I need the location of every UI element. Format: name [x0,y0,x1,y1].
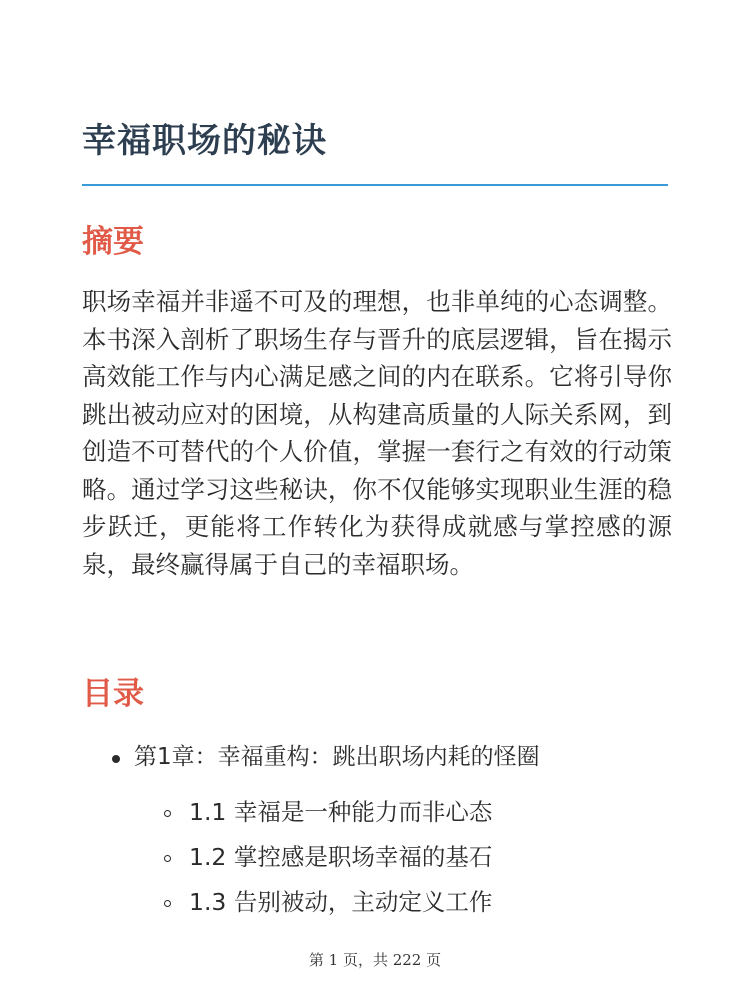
title-divider [82,184,668,186]
toc-section-1-2[interactable]: 1.2 掌控感是职场幸福的基石 [189,843,493,871]
page-number-footer: 第 1 页，共 222 页 [308,951,442,969]
toc-chapter-1[interactable]: 第1章：幸福重构：跳出职场内耗的怪圈 [134,744,540,770]
bullet-dot-icon [112,755,120,763]
book-title: 幸福职场的秘诀 [82,121,327,161]
toc-section-1-1[interactable]: 1.1 幸福是一种能力而非心态 [189,798,493,826]
bullet-circle-icon [164,900,171,907]
bullet-circle-icon [164,855,171,862]
toc-heading: 目录 [82,676,144,712]
toc-section-1-3[interactable]: 1.3 告别被动，主动定义工作 [189,888,493,916]
abstract-paragraph: 职场幸福并非遥不可及的理想，也非单纯的心态调整。本书深入剖析了职场生存与晋升的底层逻辑，旨在揭示高效能工作与内心满足感之间的内在联系。它将引导你跳出被动应对的困境，从构建高质量的人际关系网，到创造不可替代的个人价值，掌握一套行之有效的行动策略。通过学习这些秘诀，你不仅能够实现职业生涯的稳步跃迁，更能将工作转化为获得成就感与掌控感的源泉，最终赢得属于自己的幸福职场。 [82,287,672,579]
abstract-heading: 摘要 [82,224,144,260]
bullet-circle-icon [164,810,171,817]
